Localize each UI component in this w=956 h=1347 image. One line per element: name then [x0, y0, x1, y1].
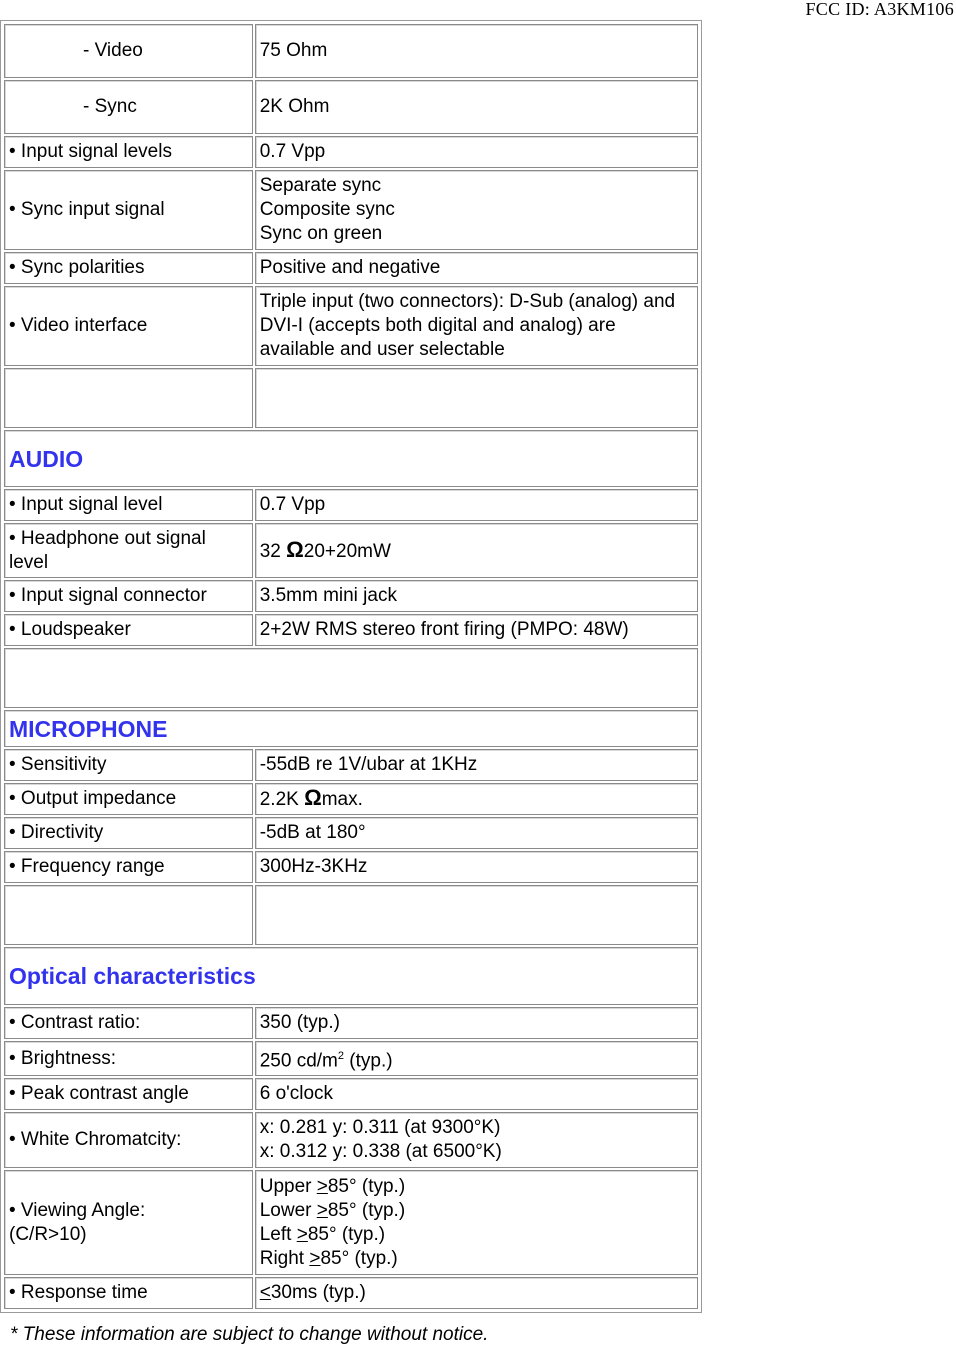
- value-part: 85° (typ.): [327, 1175, 406, 1197]
- value-part: 250 cd/m: [259, 1050, 338, 1072]
- value-part: 32: [259, 540, 287, 562]
- spec-value: 2+2W RMS stereo front firing (PMPO: 48W): [255, 614, 698, 646]
- section-row: [4, 430, 698, 487]
- spec-value: 2K Ohm: [255, 80, 698, 134]
- spec-value: -55dB re 1V/ubar at 1KHz: [255, 749, 698, 781]
- table-row: [4, 24, 698, 78]
- spec-label: • Sync polarities: [4, 252, 253, 284]
- value-line: [260, 1199, 693, 1223]
- ge-symbol: >: [316, 1175, 328, 1197]
- value-part: 30ms (typ.): [270, 1282, 366, 1304]
- spec-value: 75 Ohm: [255, 24, 698, 78]
- table-row: [4, 286, 698, 366]
- table-row: [4, 489, 698, 521]
- value-line: [260, 1247, 693, 1271]
- table-row: [4, 252, 698, 284]
- ge-symbol: >: [309, 1247, 321, 1269]
- spec-label: • Response time: [4, 1277, 253, 1309]
- value-part: 85° (typ.): [327, 1199, 406, 1221]
- value-part: 2.2K: [259, 789, 305, 810]
- spec-value: [255, 1277, 698, 1309]
- spec-label: • Sync input signal: [4, 170, 253, 250]
- section-row: [4, 710, 698, 747]
- spec-label: • Loudspeaker: [4, 614, 253, 646]
- value-line: [260, 1175, 693, 1199]
- value-part: 85° (typ.): [320, 1247, 398, 1269]
- spec-label: • Input signal level: [4, 489, 253, 521]
- table-row: [4, 817, 698, 849]
- section-heading-optical: Optical characteristics: [4, 947, 698, 1005]
- ge-symbol: >: [296, 1223, 308, 1245]
- spec-label: • Directivity: [4, 817, 253, 849]
- section-heading-microphone: MICROPHONE: [4, 710, 698, 747]
- ge-symbol: >: [316, 1199, 328, 1221]
- table-row: [4, 170, 698, 250]
- spec-value: [255, 523, 698, 578]
- value-line: Separate sync: [259, 175, 382, 196]
- table-row: [4, 80, 698, 134]
- spec-label: • Peak contrast angle: [4, 1078, 253, 1110]
- table-row: [4, 1041, 698, 1076]
- spec-value: 6 o'clock: [255, 1078, 698, 1110]
- value-line: Sync on green: [259, 223, 383, 244]
- table-row: [4, 851, 698, 883]
- spec-label: • Contrast ratio:: [4, 1007, 253, 1039]
- spec-label: • Input signal connector: [4, 580, 253, 612]
- le-symbol: <: [259, 1282, 271, 1304]
- label-line: (C/R>10): [9, 1223, 87, 1245]
- spec-label: • Output impedance: [4, 783, 253, 815]
- spec-label: • Brightness:: [4, 1041, 253, 1076]
- value-line: Composite sync: [259, 199, 395, 220]
- spec-value: [255, 783, 698, 815]
- empty-cell: [4, 648, 698, 708]
- spec-label: • Headphone out signal level: [4, 523, 253, 578]
- value-line: [260, 1223, 693, 1247]
- section-heading-audio: AUDIO: [4, 430, 698, 487]
- spec-value: 300Hz-3KHz: [255, 851, 698, 883]
- value-part: Right: [259, 1247, 310, 1269]
- spec-value: [255, 1170, 698, 1275]
- spec-value: [255, 170, 698, 250]
- spec-value: 350 (typ.): [255, 1007, 698, 1039]
- table-row: [4, 136, 698, 168]
- value-part: Left: [259, 1223, 297, 1245]
- table-row: [4, 1007, 698, 1039]
- spec-label: • Frequency range: [4, 851, 253, 883]
- table-row: [4, 614, 698, 646]
- table-row-empty: [4, 648, 698, 708]
- spec-value: Positive and negative: [255, 252, 698, 284]
- spec-label: • White Chromatcity:: [4, 1112, 253, 1168]
- spec-value: Triple input (two connectors): D-Sub (analog) and DVI-I (accepts both digital and analog) are available and user selectable: [255, 286, 698, 366]
- footnote: * These information are subject to change without notice.: [10, 1324, 489, 1345]
- value-part: 85° (typ.): [307, 1223, 386, 1245]
- fcc-id: FCC ID: A3KM106: [805, 0, 954, 19]
- table-row: [4, 1277, 698, 1309]
- section-row: [4, 947, 698, 1005]
- spec-label: - Sync: [4, 80, 253, 134]
- table-row: [4, 1078, 698, 1110]
- value-part: (typ.): [344, 1050, 393, 1072]
- value-part: 20+20mW: [303, 540, 391, 562]
- spec-value: 3.5mm mini jack: [255, 580, 698, 612]
- table-row: [4, 783, 698, 815]
- spec-value: [255, 1112, 698, 1168]
- empty-cell: [4, 885, 253, 945]
- value-line: x: 0.281 y: 0.311 (at 9300°K): [259, 1117, 501, 1139]
- ohm-symbol: Ω: [304, 785, 322, 810]
- value-part: Upper: [259, 1175, 317, 1197]
- table-row: [4, 580, 698, 612]
- table-row: [4, 1112, 698, 1168]
- spec-label: • Sensitivity: [4, 749, 253, 781]
- empty-cell: [255, 885, 698, 945]
- spec-value: 0.7 Vpp: [255, 489, 698, 521]
- table-row: [4, 749, 698, 781]
- spec-label: [4, 1170, 253, 1275]
- label-line: • Viewing Angle:: [9, 1199, 146, 1221]
- table-row-empty: [4, 368, 698, 428]
- spec-value: 0.7 Vpp: [255, 136, 698, 168]
- spec-table-frame: [0, 20, 702, 1313]
- value-part: Lower: [259, 1199, 317, 1221]
- value-line: x: 0.312 y: 0.338 (at 6500°K): [259, 1141, 502, 1163]
- superscript: 2: [337, 1050, 344, 1062]
- spec-label: • Video interface: [4, 286, 253, 366]
- table-row: [4, 1170, 698, 1275]
- spec-value: -5dB at 180°: [255, 817, 698, 849]
- empty-cell: [255, 368, 698, 428]
- value-part: max.: [321, 789, 363, 810]
- table-row-empty: [4, 885, 698, 945]
- spec-table: [2, 22, 700, 1311]
- ohm-symbol: Ω: [286, 536, 304, 562]
- spec-value: [255, 1041, 698, 1076]
- spec-label: - Video: [4, 24, 253, 78]
- spec-label: • Input signal levels: [4, 136, 253, 168]
- table-row: [4, 523, 698, 578]
- empty-cell: [4, 368, 253, 428]
